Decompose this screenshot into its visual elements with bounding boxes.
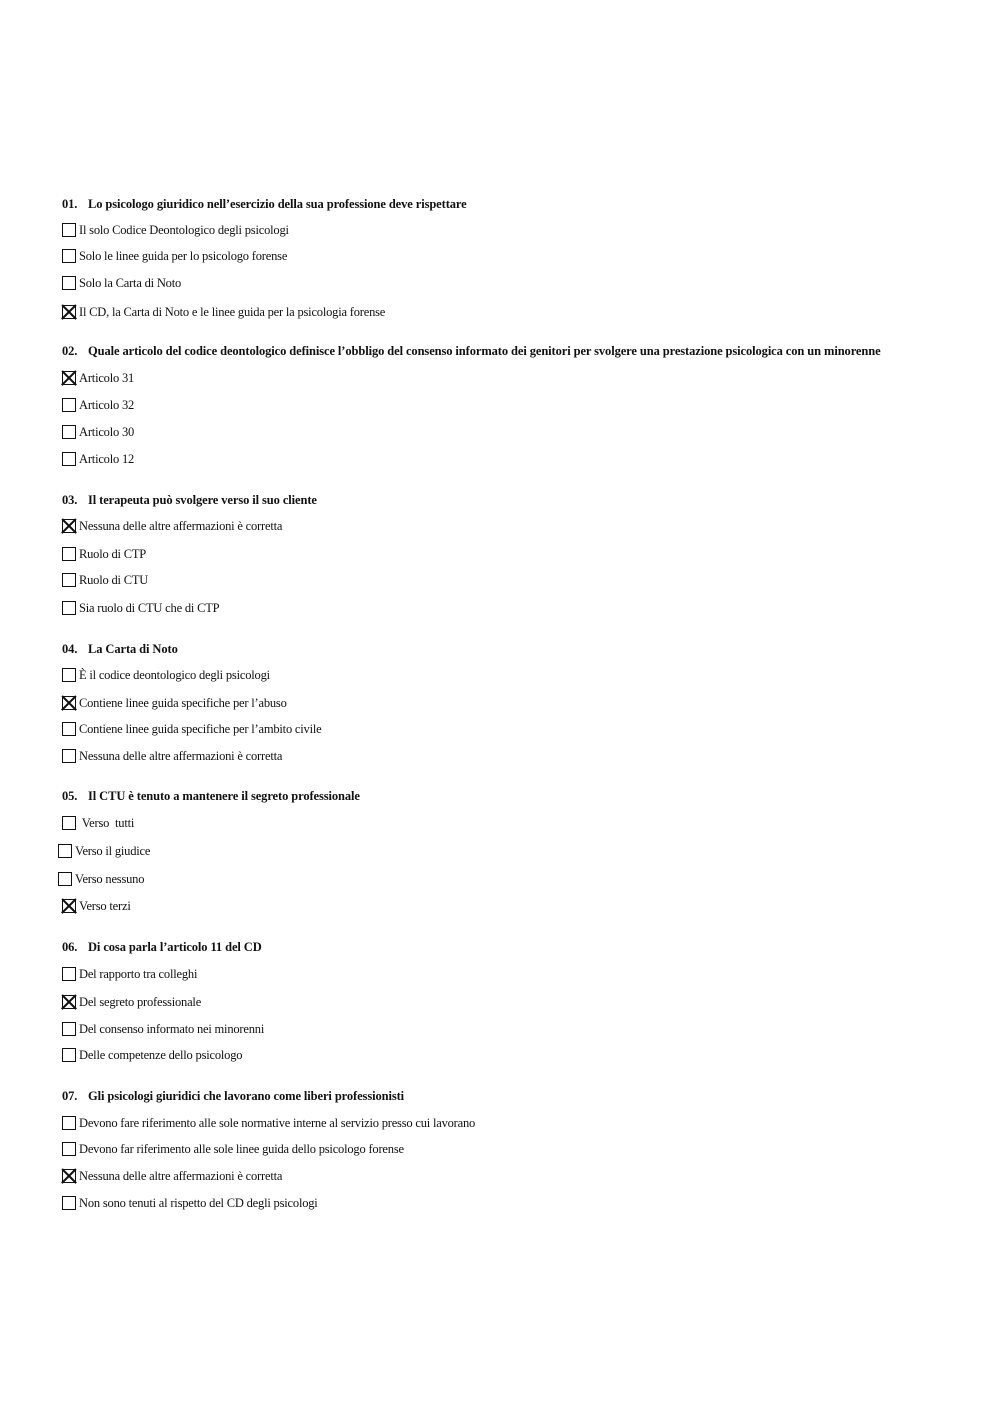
answer-label: Sia ruolo di CTU che di CTP xyxy=(79,600,220,615)
checkbox[interactable] xyxy=(62,276,76,290)
answer-label: Non sono tenuti al rispetto del CD degli psicologi xyxy=(79,1195,318,1210)
answer-option[interactable] xyxy=(62,450,134,468)
answer-label: Contiene linee guida specifiche per l’abuso xyxy=(79,695,287,710)
answer-label: Il solo Codice Deontologico degli psicologi xyxy=(79,222,289,237)
answer-label: Verso terzi xyxy=(79,898,131,913)
answer-label: Verso nessuno xyxy=(75,871,145,886)
answer-label: Del segreto professionale xyxy=(79,994,202,1009)
question-number: 02. xyxy=(62,344,78,358)
answer-option[interactable] xyxy=(62,571,148,589)
checkbox[interactable] xyxy=(62,1142,76,1156)
checkbox-checked[interactable] xyxy=(62,995,76,1009)
question-text: Il terapeuta può svolgere verso il suo cliente xyxy=(88,493,317,507)
checkbox[interactable] xyxy=(62,452,76,466)
question-text: Quale articolo del codice deontologico definisce l’obbligo del consenso informato dei genitori per svolgere una prestazione psicologica con un minorenne xyxy=(88,344,881,358)
checkbox-checked[interactable] xyxy=(62,519,76,533)
answer-label: Solo la Carta di Noto xyxy=(79,275,182,290)
answer-label: Devono fare riferimento alle sole normative interne al servizio presso cui lavorano xyxy=(79,1115,476,1130)
answer-option[interactable] xyxy=(62,1114,475,1132)
question-number: 05. xyxy=(62,789,78,803)
answer-label: Verso il giudice xyxy=(75,843,151,858)
answer-label: Articolo 32 xyxy=(79,397,135,412)
answer-label: Nessuna delle altre affermazioni è corretta xyxy=(79,748,283,763)
answer-option[interactable] xyxy=(62,545,146,563)
answer-label: Articolo 31 xyxy=(79,370,135,385)
answer-label: Delle competenze dello psicologo xyxy=(79,1047,243,1062)
answer-option[interactable] xyxy=(62,1140,404,1158)
question-text: La Carta di Noto xyxy=(88,642,178,656)
answer-label: Ruolo di CTU xyxy=(79,572,149,587)
question-text: Il CTU è tenuto a mantenere il segreto professionale xyxy=(88,789,360,803)
answer-label: Verso tutti xyxy=(79,815,135,830)
question-title xyxy=(62,344,881,359)
checkbox[interactable] xyxy=(62,749,76,763)
checkbox[interactable] xyxy=(62,816,76,830)
answer-label: Del consenso informato nei minorenni xyxy=(79,1021,265,1036)
answer-option[interactable] xyxy=(62,720,322,738)
answer-label: Contiene linee guida specifiche per l’ambito civile xyxy=(79,721,322,736)
question-number: 04. xyxy=(62,642,78,656)
answer-option[interactable] xyxy=(62,1167,282,1185)
answer-label: Articolo 12 xyxy=(79,451,135,466)
question-number: 07. xyxy=(62,1089,78,1103)
checkbox[interactable] xyxy=(58,872,72,886)
answer-label: Ruolo di CTP xyxy=(79,546,147,561)
answer-label: È il codice deontologico degli psicologi xyxy=(79,667,270,682)
answer-option[interactable] xyxy=(58,870,144,888)
answer-option[interactable] xyxy=(62,1020,264,1038)
checkbox[interactable] xyxy=(62,249,76,263)
checkbox[interactable] xyxy=(62,722,76,736)
answer-option[interactable] xyxy=(62,517,282,535)
answer-label: Nessuna delle altre affermazioni è corretta xyxy=(79,518,283,533)
answer-option[interactable] xyxy=(62,274,181,292)
answer-label: Devono far riferimento alle sole linee guida dello psicologo forense xyxy=(79,1141,404,1156)
answer-label: Solo le linee guida per lo psicologo forense xyxy=(79,248,288,263)
question-title xyxy=(62,940,262,955)
checkbox[interactable] xyxy=(62,425,76,439)
answer-option[interactable] xyxy=(62,599,219,617)
answer-option[interactable] xyxy=(62,993,201,1011)
answer-label: Articolo 30 xyxy=(79,424,135,439)
question-text: Gli psicologi giuridici che lavorano come liberi professionisti xyxy=(88,1089,405,1103)
checkbox-checked[interactable] xyxy=(62,371,76,385)
question-title xyxy=(62,642,178,657)
checkbox-checked[interactable] xyxy=(62,899,76,913)
question-text: Di cosa parla l’articolo 11 del CD xyxy=(88,940,262,954)
checkbox[interactable] xyxy=(62,223,76,237)
answer-option[interactable] xyxy=(62,897,131,915)
question-title xyxy=(62,197,467,212)
question-number: 06. xyxy=(62,940,78,954)
checkbox-checked[interactable] xyxy=(62,696,76,710)
question-title xyxy=(62,1089,404,1104)
answer-option[interactable] xyxy=(62,666,270,684)
checkbox[interactable] xyxy=(58,844,72,858)
answer-option[interactable] xyxy=(58,842,150,860)
answer-option[interactable] xyxy=(62,965,197,983)
answer-label: Nessuna delle altre affermazioni è corretta xyxy=(79,1168,283,1183)
answer-option[interactable] xyxy=(62,303,385,321)
checkbox[interactable] xyxy=(62,1116,76,1130)
answer-label: Del rapporto tra colleghi xyxy=(79,966,198,981)
checkbox[interactable] xyxy=(62,1048,76,1062)
question-title xyxy=(62,789,360,804)
checkbox[interactable] xyxy=(62,573,76,587)
question-number: 01. xyxy=(62,197,78,211)
answer-option[interactable] xyxy=(62,1046,242,1064)
question-title xyxy=(62,493,317,508)
checkbox-checked[interactable] xyxy=(62,305,76,319)
checkbox[interactable] xyxy=(62,1196,76,1210)
question-number: 03. xyxy=(62,493,78,507)
answer-label: Il CD, la Carta di Noto e le linee guida per la psicologia forense xyxy=(79,304,386,319)
answer-option[interactable] xyxy=(62,747,282,765)
checkbox[interactable] xyxy=(62,967,76,981)
checkbox-checked[interactable] xyxy=(62,1169,76,1183)
question-text: Lo psicologo giuridico nell’esercizio della sua professione deve rispettare xyxy=(88,197,467,211)
checkbox[interactable] xyxy=(62,398,76,412)
answer-option[interactable] xyxy=(62,814,134,832)
checkbox[interactable] xyxy=(62,668,76,682)
checkbox[interactable] xyxy=(62,1022,76,1036)
answer-option[interactable] xyxy=(62,694,287,712)
answer-option[interactable] xyxy=(62,247,287,265)
answer-option[interactable] xyxy=(62,1194,318,1212)
answer-option[interactable] xyxy=(62,423,134,441)
answer-option[interactable] xyxy=(62,369,134,387)
checkbox[interactable] xyxy=(62,547,76,561)
answer-option[interactable] xyxy=(62,396,134,414)
checkbox[interactable] xyxy=(62,601,76,615)
answer-option[interactable] xyxy=(62,221,289,239)
